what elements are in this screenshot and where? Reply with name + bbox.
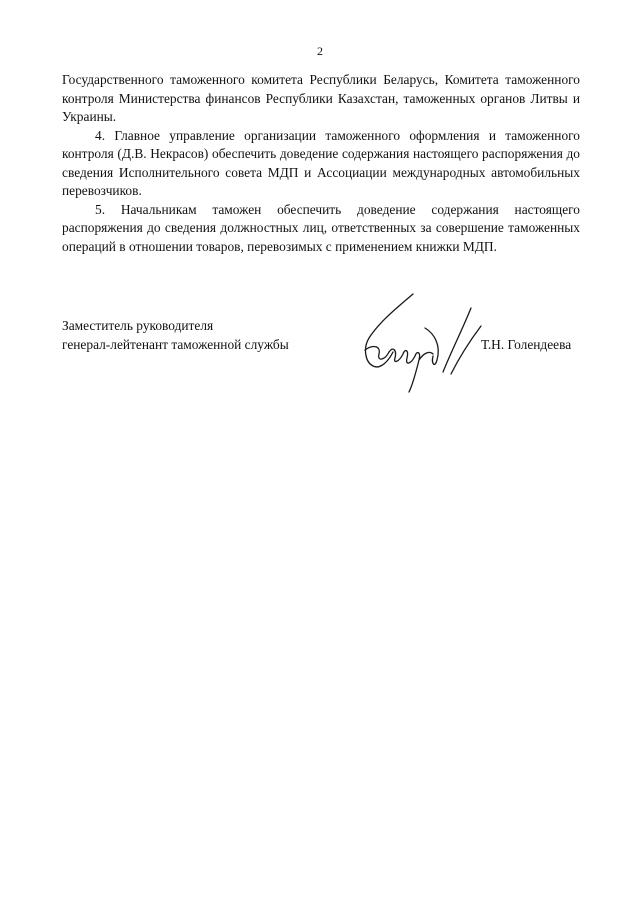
document-body xyxy=(62,71,580,256)
signature-stroke-slash-2 xyxy=(451,326,481,374)
paragraph-continuation: Государственного таможенного комитета Республики Беларусь, Комитета таможенного контроля Министерства финансов Республики Казахстан, таможенных органов Литвы и Украины. xyxy=(62,72,580,124)
signatory-position xyxy=(62,317,289,354)
handwritten-signature xyxy=(355,288,495,398)
paragraph-item-4: 4. Главное управление организации таможенного оформления и таможенного контроля (Д.В. Некрасов) обеспечить доведение содержания настоящего распоряжения до сведения Исполнительного совета МДП и Ассоциации международных автомобильных перевозчиков. xyxy=(62,127,580,198)
signature-stroke-main xyxy=(366,294,413,367)
signatory-position-line1: Заместитель руководителя xyxy=(62,318,214,333)
signatory-name: Т.Н. Голендеева xyxy=(481,337,572,352)
signature-stroke-loop xyxy=(425,328,438,364)
paragraph-item-5: 5. Начальникам таможен обеспечить доведение содержания настоящего распоряжения до сведения должностных лиц, ответственных за совершение таможенных операций в отношении товаров, перевозимых с применением книжки МДП. xyxy=(62,201,580,254)
signatory-position-line2: генерал-лейтенант таможенной службы xyxy=(62,336,289,352)
signature-stroke-letters xyxy=(365,347,433,392)
page-number: 2 xyxy=(317,44,323,58)
